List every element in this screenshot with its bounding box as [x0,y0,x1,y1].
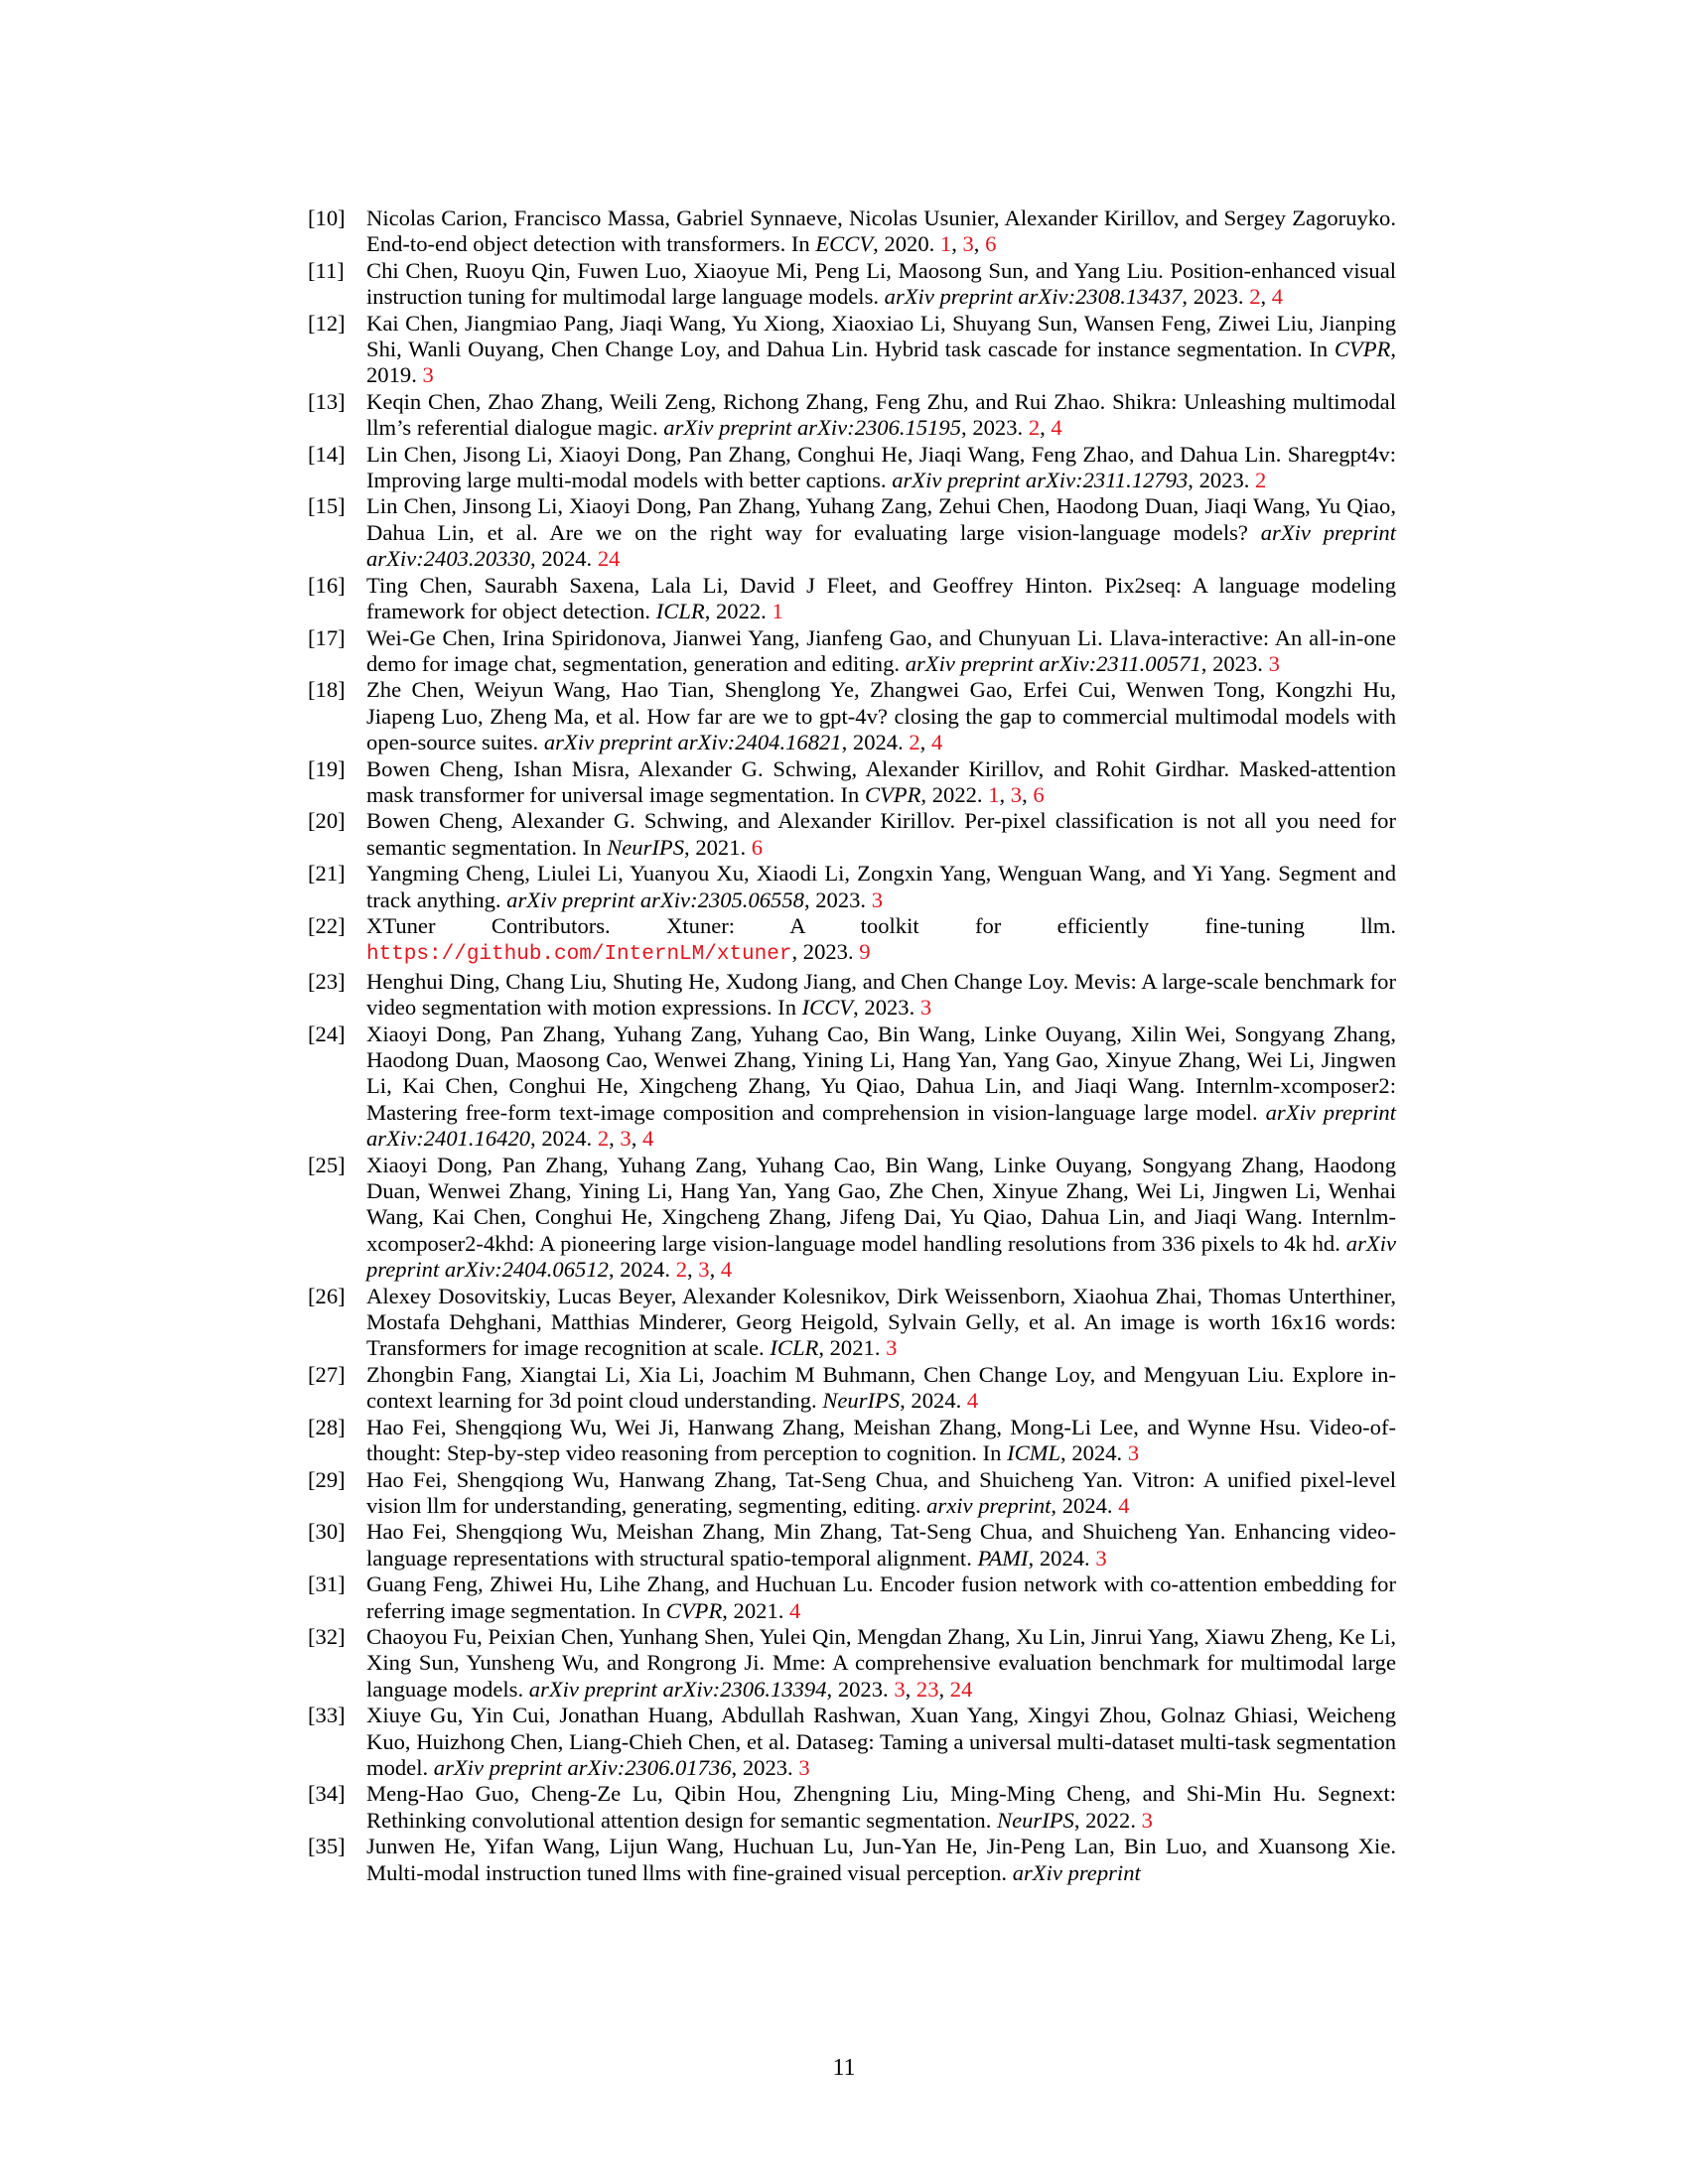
reference-item [308,1022,1396,1153]
reference-authors-title: Xiaoyi Dong, Pan Zhang, Yuhang Zang, Yuhang Cao, Bin Wang, Linke Ouyang, Xilin Wei, Songyang Zhang, Haodong Duan, Maosong Cao, Wenwei Zhang, Yining Li, Hang Yan, Yang Gao, Xinyue Zhang, Wei Li, Jingwen Li, Kai Chen, Conghui He, Xingcheng Zhang, Yu Qiao, Dahua Lin, and Jiaqi Wang. Internlm-xcomposer2: Mastering free-form text-image composition and comprehension in vision-language large model. [366,1021,1396,1125]
backref-page-link[interactable]: 1 [772,599,783,624]
reference-number: [18] [308,677,346,703]
reference-authors-title: Lin Chen, Jisong Li, Xiaoyi Dong, Pan Zhang, Conghui He, Jiaqi Wang, Feng Zhao, and Dahua Lin. Sharegpt4v: Improving large multi-modal models with better captions. [366,441,1396,493]
backref-page-link[interactable]: 3 [886,1335,898,1361]
reference-year: , 2024. [608,1257,676,1283]
reference-venue: arXiv preprint arXiv:2305.06558 [506,887,804,912]
reference-venue: arXiv preprint arXiv:2306.15195 [663,415,962,441]
reference-venue: ECCV [815,231,874,257]
reference-venue: PAMI [977,1545,1029,1570]
reference-number: [27] [308,1361,346,1387]
reference-authors-title: Bowen Cheng, Alexander G. Schwing, and Alexander Kirillov. Per-pixel classification is not all you need for semantic segmentation. In [366,808,1396,860]
reference-text [366,493,1396,572]
reference-text: Nicolas Carion, Francisco Massa, Gabriel Synnaeve, Nicolas Usunier, Alexander Kirillov, and Sergey Zagoruyko. End-to-end object detection with transformers. In ECCV, 2020. 1, 3, 6 [366,205,1396,257]
reference-venue: CVPR [1334,337,1391,362]
reference-item [308,1415,1396,1467]
reference-year: , 2023. [1188,468,1256,493]
reference-year: , 2023. [803,887,872,912]
reference-year: , 2024. [1060,1440,1128,1466]
reference-number: [35] [308,1834,346,1859]
reference-venue: arXiv preprint arXiv:2306.01736 [433,1754,732,1780]
reference-item [308,861,1396,913]
reference-number: [21] [308,861,346,887]
reference-authors-title: Zhe Chen, Weiyun Wang, Hao Tian, Shenglong Ye, Zhangwei Gao, Erfei Cui, Wenwen Tong, Kongzhi Hu, Jiapeng Luo, Zheng Ma, et al. How far are we to gpt-4v? closing the gap to commercial multimodal models with open-source suites. [366,677,1396,755]
reference-number: [30] [308,1519,346,1545]
backref-page-link[interactable]: 24 [949,1676,973,1702]
reference-number: [25] [308,1152,346,1177]
reference-authors-title: Xiaoyi Dong, Pan Zhang, Yuhang Zang, Yuhang Cao, Bin Wang, Linke Ouyang, Songyang Zhang, Haodong Duan, Wenwei Zhang, Yining Li, Hang Yan, Yang Gao, Zhe Chen, Xinyue Zhang, Wei Li, Jingwen Li, Wenhai Wang, Kai Chen, Conghui He, Xingcheng Zhang, Jifeng Dai, Yu Qiao, Dahua Lin, and Jiaqi Wang. Internlm-xcomposer2-4khd: A pioneering large vision-language model handling resolutions from 336 pixels to 4k hd. [366,1152,1396,1256]
reference-year: , 2022. [1073,1807,1142,1833]
reference-number: [24] [308,1021,346,1046]
reference-year: , 2019. [366,337,1396,388]
reference-year: , 2021. [722,1597,790,1623]
reference-text [366,1362,1396,1415]
reference-text: Chi Chen, Ruoyu Qin, Fuwen Luo, Xiaoyue Mi, Peng Li, Maosong Sun, and Yang Liu. Position-enhanced visual instruction tuning for multimodal large language models. arXiv preprint arXiv:2308.13437, 2023. 2, 4 [366,257,1396,310]
reference-authors-title: Hao Fei, Shengqiong Wu, Meishan Zhang, Min Zhang, Tat-Seng Chua, and Shuicheng Yan. Enhancing video-language representations with structural spatio-temporal alignment. [366,1519,1396,1570]
reference-venue: NeurIPS [997,1807,1074,1833]
reference-number: [20] [308,808,346,834]
reference-authors-title: Yangming Cheng, Liulei Li, Yuanyou Xu, Xiaodi Li, Zongxin Yang, Wenguan Wang, and Yi Yang. Segment and track anything. [366,861,1396,912]
reference-authors-title: Hao Fei, Shengqiong Wu, Hanwang Zhang, Tat-Seng Chua, and Shuicheng Yan. Vitron: A unified pixel-level vision llm for understanding, generating, segmenting, editing. [366,1466,1396,1518]
reference-item [308,205,1396,258]
reference-item [308,442,1396,494]
reference-number: [28] [308,1414,346,1439]
reference-authors-title: Bowen Cheng, Ishan Misra, Alexander G. Schwing, Alexander Kirillov, and Rohit Girdhar. Masked-attention mask transformer for universal image segmentation. In [366,755,1396,807]
reference-authors-title: Chi Chen, Ruoyu Qin, Fuwen Luo, Xiaoyue Mi, Peng Li, Maosong Sun, and Yang Liu. Position-enhanced visual instruction tuning for multimodal large language models. [366,257,1396,310]
reference-text [366,573,1396,625]
reference-item [308,756,1396,809]
reference-venue: arxiv preprint [926,1492,1052,1518]
backref-page-link[interactable]: 2 [1249,284,1261,310]
reference-url-link[interactable]: https://github.com/InternLM/xtuner [366,943,792,967]
reference-item [308,389,1396,442]
reference-item [308,258,1396,311]
reference-year: , 2023. [826,1676,895,1702]
reference-year: , 2021. [684,834,752,860]
backref-page-link[interactable]: 3 [1095,1545,1107,1570]
reference-year: , 2024. [841,730,910,755]
reference-authors-title: Henghui Ding, Chang Liu, Shuting He, Xudong Jiang, and Chen Change Loy. Mevis: A large-scale benchmark for video segmentation with motion expressions. In [366,968,1396,1021]
reference-number: [33] [308,1703,346,1728]
reference-item [308,969,1396,1022]
reference-number: [23] [308,968,346,994]
reference-authors-title: Alexey Dosovitskiy, Lucas Beyer, Alexander Kolesnikov, Dirk Weissenborn, Xiaohua Zhai, Thomas Unterthiner, Mostafa Dehghani, Matthias Minderer, Georg Heigold, Sylvain Gelly, et al. An image is worth 16x16 words: Transformers for image recognition at scale. [366,1283,1396,1361]
reference-venue: arXiv preprint arXiv:2404.06512 [366,1230,1396,1283]
reference-text [366,1467,1396,1520]
reference-item [308,573,1396,625]
reference-venue: NeurIPS [607,834,685,860]
reference-year: , 2021. [818,1335,887,1361]
reference-item [308,1781,1396,1834]
reference-text: Xiaoyi Dong, Pan Zhang, Yuhang Zang, Yuhang Cao, Bin Wang, Linke Ouyang, Songyang Zhang, Haodong Duan, Wenwei Zhang, Yining Li, Hang Yan, Yang Gao, Zhe Chen, Xinyue Zhang, Wei Li, Jingwen Li, Wenhai Wang, Kai Chen, Conghui He, Xingcheng Zhang, Jifeng Dai, Yu Qiao, Dahua Lin, and Jiaqi Wang. Internlm-xcomposer2-4khd: A pioneering large vision-language model handling resolutions from 336 pixels to 4k hd. arXiv preprint arXiv:2404.06512, 2024. 2, 3, 4 [366,1152,1396,1283]
reference-venue: ICML [1007,1440,1061,1466]
reference-authors-title: Keqin Chen, Zhao Zhang, Weili Zeng, Richong Zhang, Feng Zhu, and Rui Zhao. Shikra: Unleashing multimodal llm’s referential dialogue magic. [366,388,1396,441]
backref-page-link[interactable]: 6 [1033,781,1045,807]
backref-page-link[interactable]: 4 [1118,1492,1130,1518]
reference-year: , 2023. [791,939,860,965]
reference-year: , 2020. [873,231,940,257]
backref-page-link[interactable]: 2 [1028,415,1041,441]
reference-number: [14] [308,441,346,467]
reference-item [308,1519,1396,1571]
backref-page-link[interactable]: 2 [597,1126,610,1152]
reference-number: [11] [308,257,345,283]
reference-number: [19] [308,755,346,781]
reference-item [308,808,1396,861]
reference-venue: arXiv preprint arXiv:2403.20330 [366,519,1396,572]
reference-text [366,808,1396,861]
reference-item [308,311,1396,389]
backref-page-link[interactable]: 6 [751,834,764,860]
backref-page-link[interactable]: 4 [1051,415,1062,441]
reference-authors-title: Chaoyou Fu, Peixian Chen, Yunhang Shen, Yulei Qin, Mengdan Zhang, Xu Lin, Jinrui Yang, Xiawu Zheng, Ke Li, Xing Sun, Yunsheng Wu, and Rongrong Ji. Mme: A comprehensive evaluation benchmark for multimodal large language models. [366,1623,1396,1702]
reference-text [366,1834,1396,1886]
reference-venue: arXiv preprint arXiv:2401.16420 [366,1099,1396,1152]
backref-page-link[interactable]: 1 [939,231,952,257]
reference-item [308,625,1396,678]
reference-text [366,1571,1396,1624]
backref-page-link[interactable]: 24 [597,546,621,572]
reference-number: [12] [308,310,346,336]
reference-year: , 2023. [731,1754,799,1780]
reference-year: , 2024. [1028,1545,1096,1570]
reference-year: , 2024. [530,1126,598,1152]
backref-page-link[interactable]: 1 [988,781,1000,807]
reference-year: , 2023. [853,995,920,1021]
reference-number: [29] [308,1466,346,1492]
reference-venue: CVPR [864,781,921,807]
backref-page-link[interactable]: 4 [1271,284,1284,310]
reference-item [308,677,1396,755]
reference-text [366,625,1396,678]
reference-venue: NeurIPS [822,1388,901,1414]
reference-text: Xiaoyi Dong, Pan Zhang, Yuhang Zang, Yuhang Cao, Bin Wang, Linke Ouyang, Xilin Wei, Songyang Zhang, Haodong Duan, Maosong Cao, Wenwei Zhang, Yining Li, Hang Yan, Yang Gao, Xinyue Zhang, Wei Li, Jingwen Li, Kai Chen, Conghui He, Xingcheng Zhang, Yu Qiao, Dahua Lin, and Jiaqi Wang. Internlm-xcomposer2: Mastering free-form text-image composition and comprehension in vision-language large model. arXiv preprint arXiv:2401.16420, 2024. 2, 3, 4 [366,1021,1396,1152]
backref-page-link[interactable]: 6 [985,231,997,257]
reference-year: , 2022. [920,781,989,807]
reference-venue: CVPR [665,1597,723,1623]
reference-text: Keqin Chen, Zhao Zhang, Weili Zeng, Richong Zhang, Feng Zhu, and Rui Zhao. Shikra: Unleashing multimodal llm’s referential dialogue magic. arXiv preprint arXiv:2306.15195, 2023. 2, 4 [366,388,1396,441]
reference-authors-title: Guang Feng, Zhiwei Hu, Lihe Zhang, and Huchuan Lu. Encoder fusion network with co-attention embedding for referring image segmentation. In [366,1571,1396,1623]
reference-venue: arXiv preprint arXiv:2404.16821 [543,730,842,755]
reference-venue: ICCV [801,995,854,1021]
reference-venue: arXiv preprint arXiv:2311.00571 [905,650,1201,676]
reference-text [366,969,1396,1022]
reference-item [308,493,1396,572]
reference-text [366,1519,1396,1571]
reference-text [366,1781,1396,1834]
reference-item [308,1284,1396,1362]
backref-page-link[interactable]: 3 [871,887,884,912]
reference-authors-title: Lin Chen, Jinsong Li, Xiaoyi Dong, Pan Zhang, Yuhang Zang, Zehui Chen, Haodong Duan, Jiaqi Wang, Yu Qiao, Dahua Lin, et al. Are we on the right way for evaluating large vision-language models? [366,493,1396,545]
reference-year: , 2024. [1051,1492,1119,1518]
backref-page-link[interactable]: 3 [1268,650,1280,676]
backref-page-link[interactable]: 4 [642,1126,654,1152]
reference-number: [17] [308,624,346,650]
reference-number: [13] [308,388,346,414]
backref-page-link[interactable]: 4 [966,1388,979,1414]
reference-authors-title: Kai Chen, Jiangmiao Pang, Jiaqi Wang, Yu Xiong, Xiaoxiao Li, Shuyang Sun, Wansen Feng, Ziwei Liu, Jianping Shi, Wanli Ouyang, Chen Change Loy, and Dahua Lin. Hybrid task cascade for instance segmentation. In [366,310,1396,362]
reference-number: [16] [308,572,346,598]
reference-number: [31] [308,1571,346,1597]
backref-page-link[interactable]: 3 [919,995,932,1021]
reference-item [308,1703,1396,1781]
reference-text: Zhe Chen, Weiyun Wang, Hao Tian, Shenglong Ye, Zhangwei Gao, Erfei Cui, Wenwen Tong, Kongzhi Hu, Jiapeng Luo, Zheng Ma, et al. How far are we to gpt-4v? closing the gap to commercial multimodal models with open-source suites. arXiv preprint arXiv:2404.16821, 2024. 2, 4 [366,677,1396,755]
backref-page-link[interactable]: 3 [1010,781,1023,807]
backref-page-link[interactable]: 2 [1255,468,1267,493]
reference-authors-title: Hao Fei, Shengqiong Wu, Wei Ji, Hanwang Zhang, Meishan Zhang, Mong-Li Lee, and Wynne Hsu. Video-of-thought: Step-by-step video reasoning from perception to cognition. In [366,1414,1396,1466]
reference-item [308,1362,1396,1415]
reference-authors-title: Ting Chen, Saurabh Saxena, Lala Li, David J Fleet, and Geoffrey Hinton. Pix2seq: A language modeling framework for object detection. [366,572,1396,624]
backref-page-link[interactable]: 3 [894,1676,906,1702]
reference-authors-title: Wei-Ge Chen, Irina Spiridonova, Jianwei Yang, Jianfeng Gao, and Chunyuan Li. Llava-interactive: An all-in-one demo for image chat, segmentation, generation and editing. [366,624,1396,676]
reference-venue: arXiv preprint arXiv:2308.13437 [884,284,1183,310]
reference-text [366,311,1396,389]
reference-year: , 2024. [900,1388,967,1414]
reference-authors-title: Nicolas Carion, Francisco Massa, Gabriel Synnaeve, Nicolas Usunier, Alexander Kirillov, and Sergey Zagoruyko. End-to-end object detection with transformers. In [366,205,1396,257]
reference-venue: arXiv preprint arXiv:2306.13394 [528,1676,827,1702]
backref-page-link[interactable]: 2 [909,730,920,755]
reference-text [366,442,1396,494]
reference-year: , 2023. [961,415,1029,441]
reference-authors-title: Xiuye Gu, Yin Cui, Jonathan Huang, Abdullah Rashwan, Xuan Yang, Xingyi Zhou, Golnaz Ghiasi, Weicheng Kuo, Huizhong Chen, Liang-Chieh Chen, et al. Dataseg: Taming a universal multi-dataset multi-task segmentation model. [366,1703,1396,1780]
backref-page-link[interactable]: 4 [720,1257,733,1283]
reference-year: , 2023. [1182,284,1250,310]
reference-authors-title: XTuner Contributors. Xtuner: A toolkit for efficiently fine-tuning llm. [366,912,1396,938]
reference-year: , 2022. [704,599,773,624]
backref-page-link[interactable]: 4 [930,730,943,755]
page-number: 11 [832,2055,856,2081]
reference-authors-title: Zhongbin Fang, Xiangtai Li, Xia Li, Joachim M Buhmann, Chen Change Loy, and Mengyuan Liu. Explore in-context learning for 3d point cloud understanding. [366,1361,1396,1414]
reference-text: Bowen Cheng, Ishan Misra, Alexander G. Schwing, Alexander Kirillov, and Rohit Girdhar. Masked-attention mask transformer for universal image segmentation. In CVPR, 2022. 1, 3, 6 [366,755,1396,807]
reference-venue: ICLR [655,599,705,624]
backref-page-link[interactable]: 3 [422,362,434,388]
backref-page-link[interactable]: 3 [962,231,974,257]
reference-text [366,1703,1396,1781]
backref-page-link[interactable]: 3 [620,1126,632,1152]
reference-year: , 2024. [530,546,598,572]
reference-authors-title: Junwen He, Yifan Wang, Lijun Wang, Huchuan Lu, Jun-Yan He, Jin-Peng Lan, Bin Luo, and Xuansong Xie. Multi-modal instruction tuned llms with fine-grained visual perception. [366,1834,1396,1885]
reference-item [308,1571,1396,1624]
backref-page-link[interactable]: 3 [1127,1440,1140,1466]
reference-item [308,1467,1396,1520]
reference-text [366,1415,1396,1467]
reference-number: [26] [308,1283,346,1308]
reference-item [308,913,1396,969]
reference-venue: ICLR [770,1335,819,1361]
reference-venue: arXiv preprint arXiv:2311.12793 [892,468,1189,493]
backref-page-link[interactable]: 3 [1141,1807,1153,1833]
reference-number: [15] [308,493,346,519]
reference-item [308,1153,1396,1284]
reference-item [308,1834,1396,1886]
backref-page-link[interactable]: 3 [798,1754,810,1780]
backref-page-link[interactable]: 4 [789,1597,801,1623]
reference-year: , 2023. [1200,650,1269,676]
reference-number: [34] [308,1781,346,1807]
backref-page-link[interactable]: 23 [915,1676,939,1702]
reference-text [366,861,1396,913]
backref-page-link[interactable]: 9 [859,939,871,965]
reference-number: [22] [308,912,346,938]
reference-text [366,913,1396,969]
reference-number: [10] [308,205,346,230]
reference-text [366,1284,1396,1362]
reference-venue: arXiv preprint [1012,1859,1141,1885]
reference-list [308,205,1396,1886]
reference-item [308,1624,1396,1703]
backref-page-link[interactable]: 3 [698,1257,710,1283]
reference-text: Chaoyou Fu, Peixian Chen, Yunhang Shen, Yulei Qin, Mengdan Zhang, Xu Lin, Jinrui Yang, Xiawu Zheng, Ke Li, Xing Sun, Yunsheng Wu, and Rongrong Ji. Mme: A comprehensive evaluation benchmark for multimodal large language models. arXiv preprint arXiv:2306.13394, 2023. 3, 23, 24 [366,1623,1396,1702]
reference-authors-title: Meng-Hao Guo, Cheng-Ze Lu, Qibin Hou, Zhengning Liu, Ming-Ming Cheng, and Shi-Min Hu. Segnext: Rethinking convolutional attention design for semantic segmentation. [366,1781,1396,1833]
backref-page-link[interactable]: 2 [675,1257,687,1283]
reference-number: [32] [308,1623,346,1649]
